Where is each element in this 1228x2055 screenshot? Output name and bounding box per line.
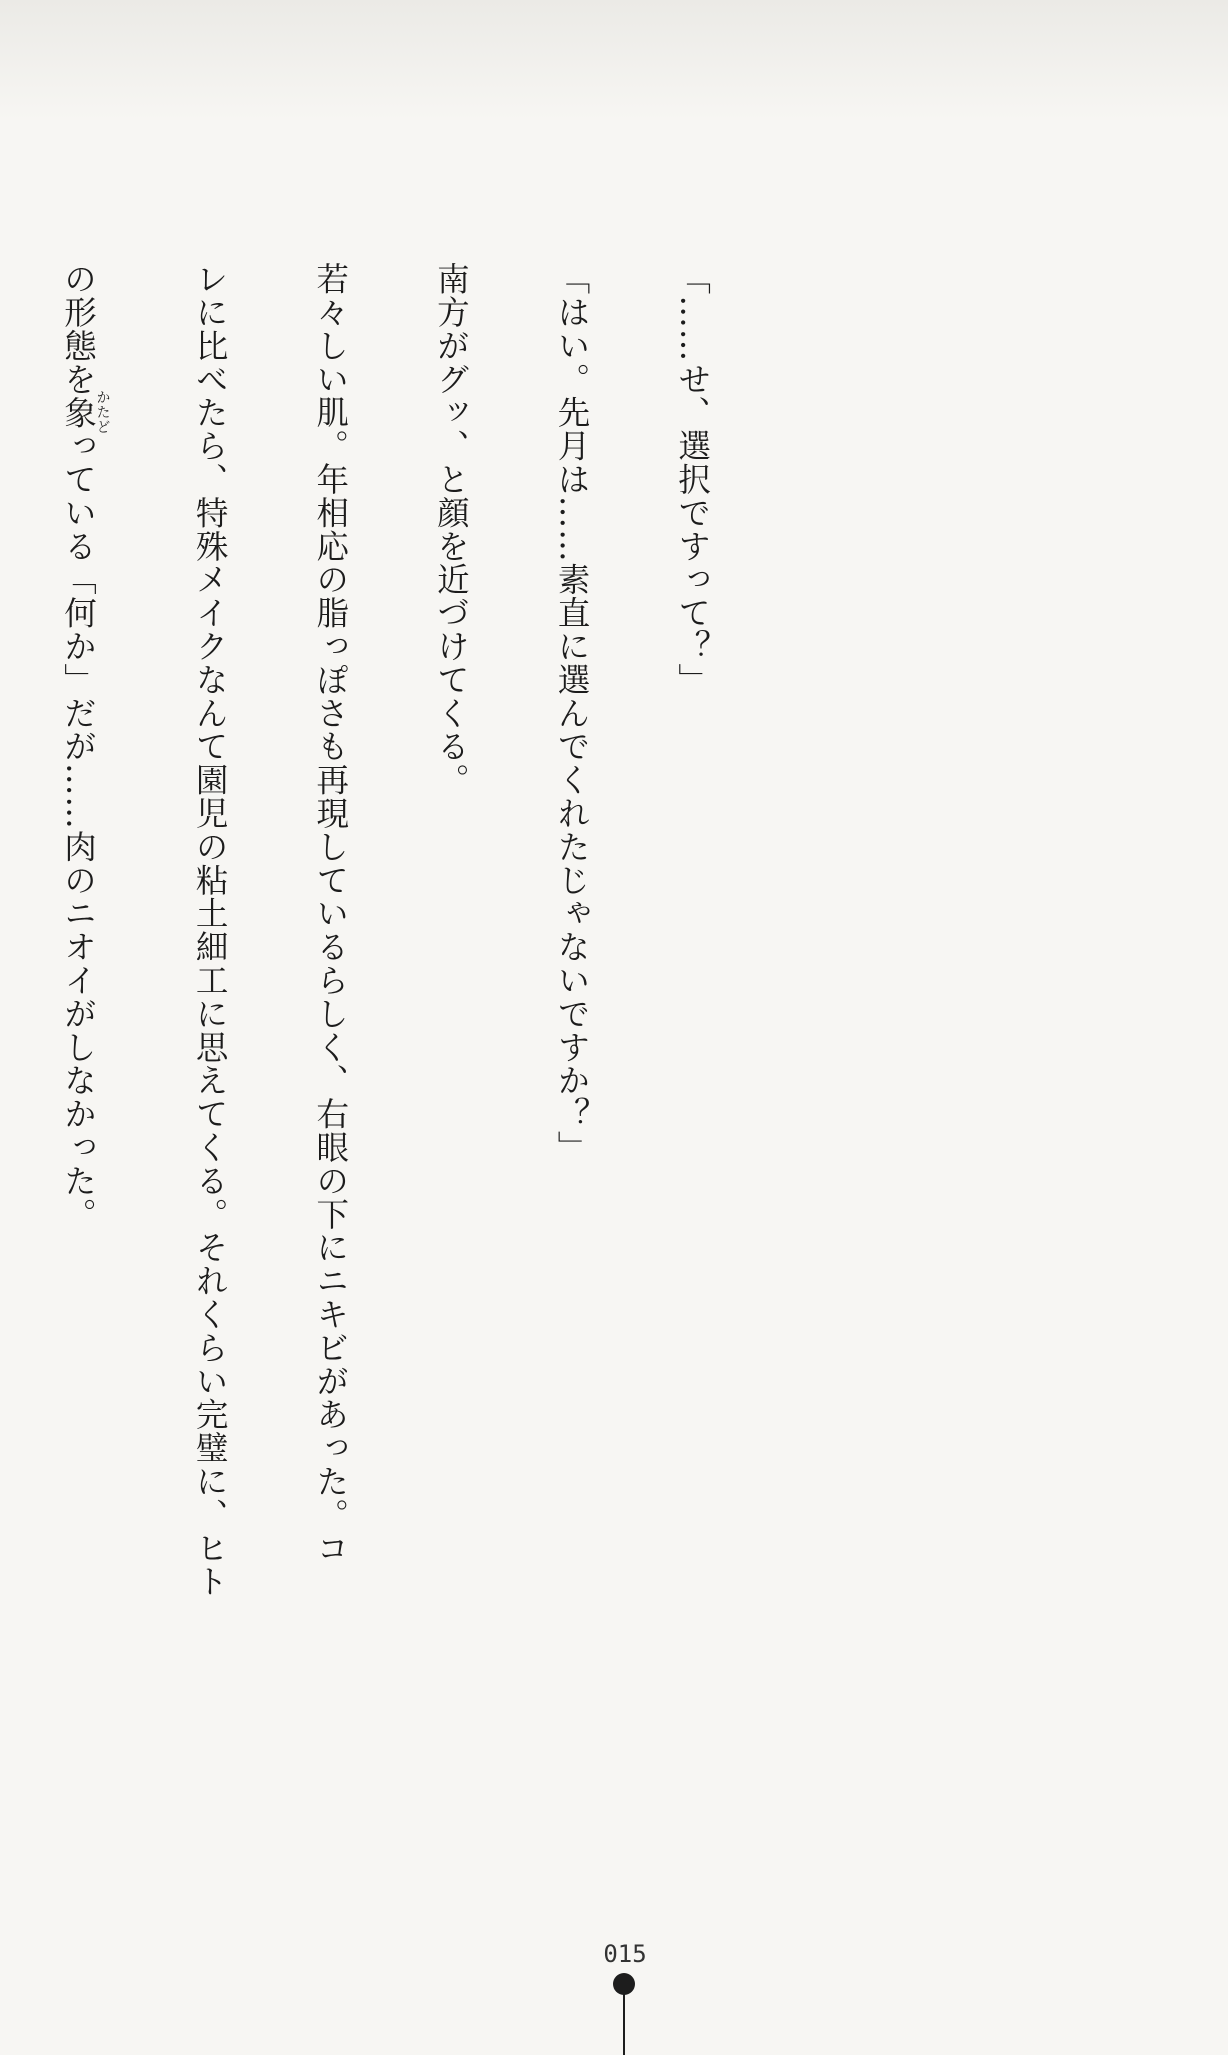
text-line-1: 「……せ、選択ですって？」 <box>673 262 712 697</box>
text-line-5: レに比べたら、特殊メイクなんて園児の粘土細工に思えてくる。それくらい完璧に、ヒト <box>191 262 230 1598</box>
text-line-2: 「はい。先月は……素直に選んでくれたじゃないですか？」 <box>552 262 591 1164</box>
text-line-4: 若々しい肌。年相応の脂っぽさも再現しているらしく、右眼の下にニキビがあった。コ <box>311 262 350 1565</box>
page-number: 015 <box>603 1940 647 1968</box>
page-marker-icon <box>613 1973 635 2055</box>
furigana: 象かたど <box>59 389 111 435</box>
page-marker-stem <box>623 1989 625 2055</box>
text-line-6: の形態を象かたどっている「何か」だが……肉のニオイがしなかった。 <box>59 262 111 1231</box>
page-scan-shade <box>0 0 1228 120</box>
novel-body-text <box>0 262 793 1682</box>
text-line-3: 南方がグッ、と顔を近づけてくる。 <box>432 262 471 797</box>
